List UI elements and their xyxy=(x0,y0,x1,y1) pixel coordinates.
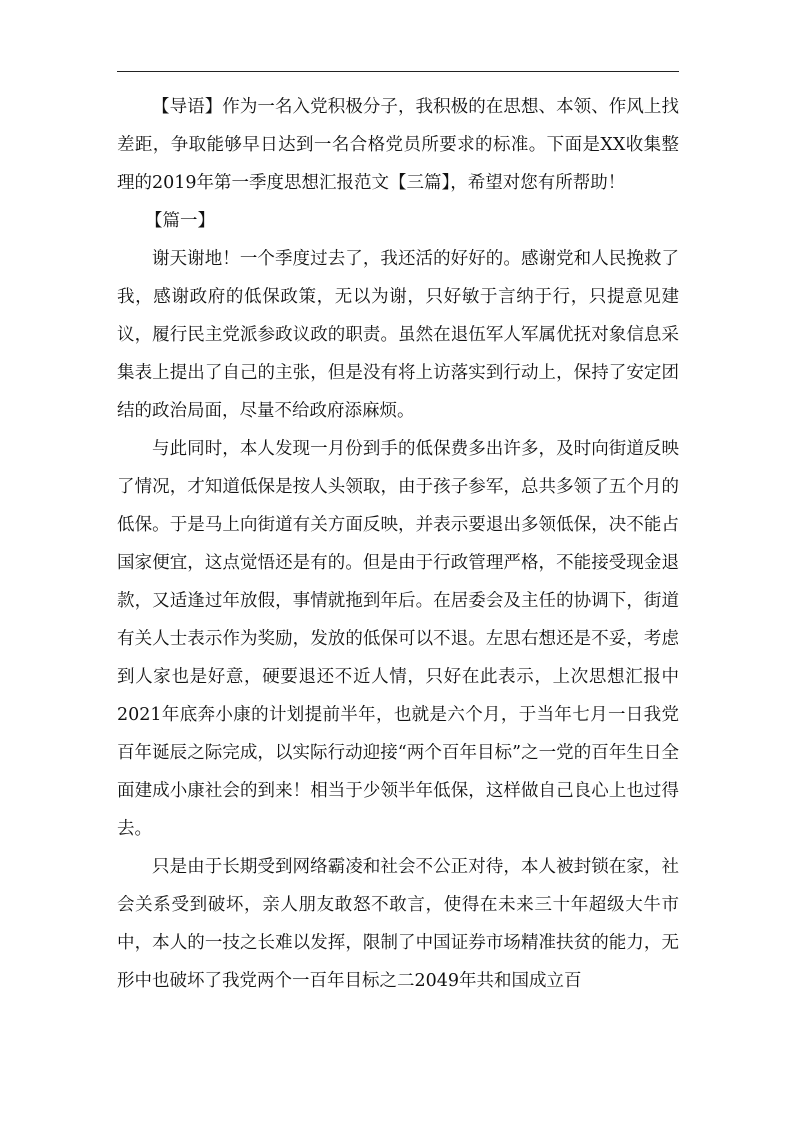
body-paragraph-3: 只是由于长期受到网络霸凌和社会不公正对待，本人被封锁在家，社会关系受到破坏，亲人朋友敢怒不敢言，使得在未来三十年超级大牛市中，本人的一技之长难以发挥，限制了中国证券市场精准扶贫的能力，无形中也破坏了我党两个一百年目标之二2049年共和国成立百 xyxy=(117,857,679,991)
intro-paragraph: 【导语】作为一名入党积极分子，我积极的在思想、本领、作风上找差距，争取能够早日达到一名合格党员所要求的标准。下面是XX收集整理的2019年第一季度思想汇报范文【三篇】，希望对您有所帮助！ xyxy=(117,97,679,193)
section-heading: 【篇一】 xyxy=(145,211,215,231)
document-body xyxy=(117,88,679,1000)
header-rule xyxy=(117,71,679,72)
body-paragraph-1: 谢天谢地！一个季度过去了，我还活的好好的。感谢党和人民挽救了我，感谢政府的低保政策，无以为谢，只好敏于言纳于行，只提意见建议，履行民主党派参政议政的职责。虽然在退伍军人军属优抚对象信息采集表上提出了自己的主张，但是没有将上访落实到行动上，保持了安定团结的政治局面，尽量不给政府添麻烦。 xyxy=(117,249,679,421)
body-paragraph-2: 与此同时，本人发现一月份到手的低保费多出许多，及时向街道反映了情况，才知道低保是按人头领取，由于孩子参军，总共多领了五个月的低保。于是马上向街道有关方面反映，并表示要退出多领低保，决不能占国家便宜，这点觉悟还是有的。但是由于行政管理严格，不能接受现金退款，又适逢过年放假，事情就拖到年后。在居委会及主任的协调下，街道有关人士表示作为奖励，发放的低保可以不退。左思右想还是不妥，考虑到人家也是好意，硬要退还不近人情，只好在此表示，上次思想汇报中2021年底奔小康的计划提前半年，也就是六个月，于当年七月一日我党百年诞辰之际完成，以实际行动迎接“两个百年目标”之一党的百年生日全面建成小康社会的到来！相当于少领半年低保，这样做自己良心上也过得去。 xyxy=(117,439,679,839)
